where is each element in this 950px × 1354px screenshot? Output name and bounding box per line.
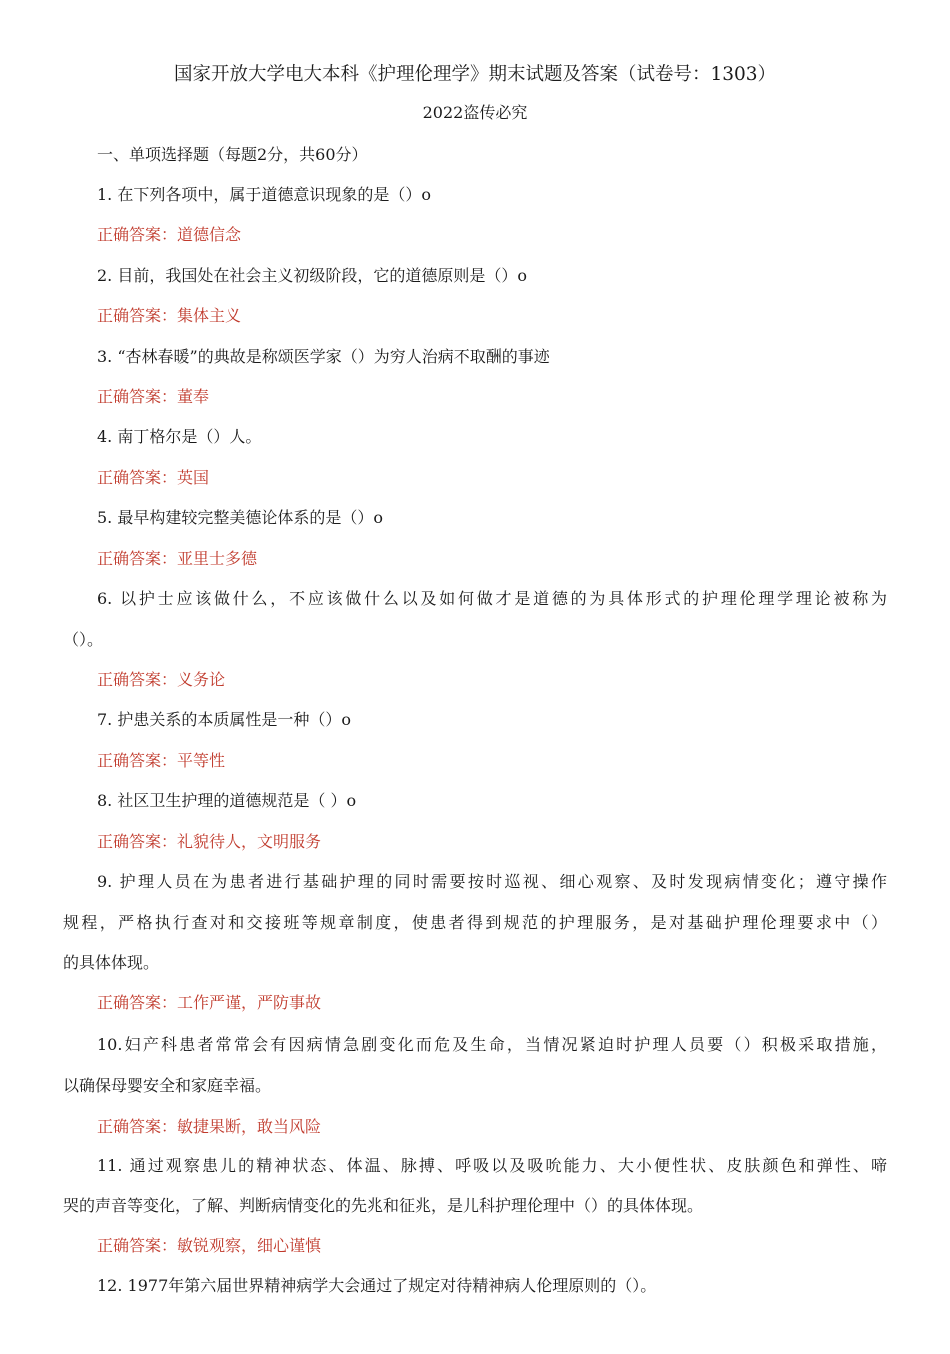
question-9-line-1: 9. 护理人员在为患者进行基础护理的同时需要按时巡视、细心观察、及时发现病情变化；遵守操作 — [97, 872, 887, 891]
document-title: 国家开放大学电大本科《护理伦理学》期末试题及答案（试卷号：1303） — [173, 64, 777, 85]
document-subtitle: 2022盗传必究 — [422, 103, 528, 122]
answer-2: 正确答案：集体主义 — [97, 306, 242, 325]
question-12: 12. 1977年第六届世界精神病学大会通过了规定对待精神病人伦理原则的（）。 — [97, 1276, 657, 1295]
answer-4: 正确答案：英国 — [97, 468, 210, 487]
answer-11: 正确答案：敏锐观察，细心谨慎 — [97, 1236, 322, 1255]
question-9-line-2: 规程，严格执行查对和交接班等规章制度，使患者得到规范的护理服务，是对基础护理伦理要求中（） — [63, 913, 887, 932]
section-heading: 一、单项选择题（每题2分，共60分） — [97, 145, 368, 164]
answer-1: 正确答案：道德信念 — [97, 225, 242, 244]
question-11-line-1: 11. 通过观察患儿的精神状态、体温、脉搏、呼吸以及吸吮能力、大小便性状、皮肤颜色和弹性、啼 — [97, 1156, 887, 1175]
answer-7: 正确答案：平等性 — [97, 751, 226, 770]
answer-3: 正确答案：董奉 — [97, 387, 210, 406]
question-1: 1. 在下列各项中，属于道德意识现象的是（）o — [97, 185, 431, 204]
question-7: 7. 护患关系的本质属性是一种（）o — [97, 710, 351, 729]
question-6-line-1: 6. 以护士应该做什么，不应该做什么以及如何做才是道德的为具体形式的护理伦理学理论被称为 — [97, 589, 887, 608]
question-4: 4. 南丁格尔是（）人。 — [97, 427, 262, 446]
question-6-line-2: （）。 — [63, 630, 104, 649]
answer-10: 正确答案：敏捷果断，敢当风险 — [97, 1117, 322, 1136]
question-10-line-1: 10.妇产科患者常常会有因病情急剧变化而危及生命，当情况紧迫时护理人员要（）积极采取措施， — [97, 1035, 887, 1054]
answer-8: 正确答案：礼貌待人，文明服务 — [97, 832, 322, 851]
answer-5: 正确答案：亚里士多德 — [97, 549, 258, 568]
answer-6: 正确答案：义务论 — [97, 670, 226, 689]
question-11-line-2: 哭的声音等变化，了解、判断病情变化的先兆和征兆，是儿科护理伦理中（）的具体体现。 — [63, 1196, 704, 1215]
question-5: 5. 最早构建较完整美德论体系的是（）o — [97, 508, 383, 527]
question-8: 8. 社区卫生护理的道德规范是（ ）o — [97, 791, 357, 810]
question-9-line-3: 的具体体现。 — [63, 953, 160, 972]
question-2: 2. 目前，我国处在社会主义初级阶段，它的道德原则是（）o — [97, 266, 527, 285]
answer-9: 正确答案：工作严谨，严防事故 — [97, 993, 322, 1012]
question-10-line-2: 以确保母婴安全和家庭幸福。 — [63, 1076, 272, 1095]
question-3: 3. “杏林春暖”的典故是称颂医学家（）为穷人治病不取酬的事迹 — [97, 347, 550, 366]
